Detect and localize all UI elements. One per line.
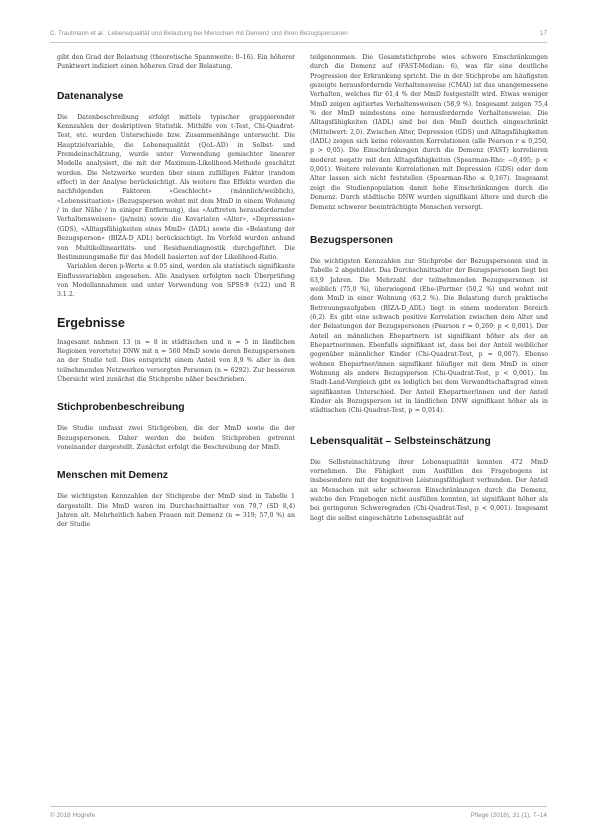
header-divider <box>50 42 547 43</box>
datenanalyse-paragraph: Variablen deren p-Werte ≤ 0.05 sind, werden als statistisch signifikante Einflussvariablen angesehen. Alle Analysen erfolgten nach Überprüfung von Modellannahmen und unter Verwendung von SPSS® (v22) und R 3.1.2. <box>57 263 295 299</box>
page-number: 17 <box>539 30 547 37</box>
right-column <box>310 53 548 523</box>
running-header <box>50 30 547 42</box>
running-title: C. Trautmann et al.: Lebensqualität und Belastung bei Menschen mit Demenz und ihren Bezugspersonen <box>50 30 348 37</box>
page-footer <box>50 812 547 822</box>
journal-citation: Pflege (2018), 31 (1), 7–14 <box>470 812 547 819</box>
heading-ergebnisse: Ergebnisse <box>57 315 125 330</box>
menschen-mit-demenz-paragraph: Die wichtigsten Kennzahlen der Stichprobe der MmD sind in Tabelle 1 dargestellt. Die MmD waren im Durchschnittsalter von 79,7 (SD 8,4) Jahren alt. Mehrheitlich haben Frauen mit Demenz (n = 319; 57,0 %) an der Studie <box>57 493 295 529</box>
stichprobenbeschreibung-paragraph: Die Studie umfasst zwei Stichproben, die der MmD sowie die der Bezugspersonen. Daher werden die beiden Stichproben getrennt voneinander dargestellt. Zunächst erfolgt die Beschreibung der MmD. <box>57 425 295 451</box>
left-column <box>57 53 295 530</box>
bezugspersonen-paragraph: Die wichtigsten Kennzahlen zur Stichprobe der Bezugspersonen sind in Tabelle 2 abgebildet. Das Durchschnittsalter der Bezugspersonen liegt bei 63,9 Jahren. Die Mehrzahl der teilnehmenden Bezugspersonen ist weiblich (75,0 %), überwiegend (Ehe-)Partner (50,2 %) und wohnt mit dem MmD in einer Wohnung (63,2 %). Die Belastung durch praktische Betreuungsaufgaben (BIZA-D_ADL) liegt in einem moderaten Bereich (6,2). Es gibt eine schwach positive Korrelation zwischen dem Alter und der Belastungen der Bezugspersonen (Pearson r = 0,269; p < 0,001). Der Anteil an männlichen Ehepartnern ist signifikant höher als der an Ehepartnerinnen. Ebenfalls signifikant ist, dass bei der Anteil weiblicher gegenüber männlicher Kinder (Chi-Quadrat-Test, p = 0,007). Ebenso wohnen Ehepartner/innen signifikant häufiger mit dem MmD in einer Wohnung als andere Bezugsperson (Chi-Quadrat-Test, p < 0,001). Im Stadt-Land-Vergleich gibt es lediglich bei dem Verwandtschaftsgrad einen signifikanten Unterschied. Der Anteil Ehepartner/innen und der Anteil Kinder als Bezugsperson ist in ländlichen DNW signifikant höher als in städtischen (Chi-Quadrat-Test, p = 0,014). <box>310 257 548 415</box>
heading-menschen-mit-demenz: Menschen mit Demenz <box>57 470 169 482</box>
ergebnisse-paragraph: Insgesamt nahmen 13 (n = 8 in städtischen und n = 5 in ländlichen Regionen verortete) DNW mit n = 560 MmD sowie deren Bezugspersonen an der Studie teil. Dies entspricht einem Anteil von 8,9 % aller in den teilnehmenden Netzwerken versorgten Personen (n = 6292). Zur besseren Übersicht wird zunächst die Stichprobe näher beschrieben. <box>57 338 295 383</box>
footer-divider <box>50 806 547 807</box>
datenanalyse-paragraph: Die Datenbeschreibung erfolgt mittels typischer gruppierender Kennzahlen der deskriptiven Statistik. Mithilfe von t-Test, Chi-Quadrat-Test, etc. wurden Unterschiede bzw. Zusammenhänge untersucht. Die Hauptzielvariable, die Lebensqualität (QoL-AD) in Selbst- und Fremdeinschätzung, wurde unter Verwendung gemischter linearer Modelle analysiert, die mit der Maximum-Likelihood-Methode geschätzt wurden. Die Netzwerke wurden über einen zufälligen Faktor (random effect) in der Analyse berücksichtigt. Als weitere fixe Effekte wurden die nachfolgenden Faktoren «Geschlecht» (männlich/weiblich), «Lebenssituation» (Bezugsperson wohnt mit dem MmD in einem Wohnung / in der Nähe / in einiger Entfernung), das «Auftreten herausfordernder Verhaltensweisen» (ja/nein) sowie die Kovariaten «Alter», «Depression» (GDS), «Alltagsfähigkeiten eines MmD» (IADL) sowie die «Belastung der Bezugsperson» (BIZA-D_ADL) berücksichtigt. Im Vorfeld wurden anhand von Multikollinearitäts- und Residuendiagnostik durchgeführt. Die Bestimmungsmaße für das Modell basierten auf der Likelihood-Ratio. <box>57 113 295 261</box>
copyright-notice: © 2018 Hogrefe <box>50 812 96 819</box>
heading-lebensqualitaet: Lebensqualität – Selbsteinschätzung <box>310 435 491 447</box>
intro-paragraph-left: gibt den Grad der Belastung (theoretische Spannweite: 0–16). Ein höherer Punktwert indiziert einen höheren Grad der Belastung. <box>57 54 295 71</box>
heading-bezugspersonen: Bezugspersonen <box>310 234 393 246</box>
heading-datenanalyse: Datenanalyse <box>57 90 124 102</box>
lebensqualitaet-paragraph: Die Selbsteinschätzung ihrer Lebensqualität konnten 472 MmD vornehmen. Die Fähigkeit zum Ausfüllen des Fragebogens ist insbesondere mit der kognitiven Leistungsfähigkeit verbunden. Der Anteil an Menschen mit sehr schweren Einschränkungen durch die Demenz, welche den Fragebogen nicht ausfüllen konnten, ist signifikant höher als bei geringeren Schweregraden (Chi-Quadrat-Test, p < 0,001). Insgesamt liegt die selbst eingeschätzte Lebensqualität auf <box>310 458 548 522</box>
intro-paragraph-right: teilgenommen. Die Gesamtstichprobe wies schwere Einschränkungen durch die Demenz auf (FAST-Median: 6), was für eine deutliche Progression der Erkrankung spricht. Die in der Stichprobe am häufigsten gezeigte herausfordernde Verhaltensweise (CMAI) ist das unangemessene Verhalten, welches für 61,4 % der MmD festgestellt wird. Etwas weniger MmD zeigen agitiertes Verhaltensweisen (58,9 %). Insgesamt zeigen 75,4 % der MmD mindestens eine herausfordernde Verhaltensweise. Die Alltagsfähigkeiten (IADL) sind bei den MmD deutlich eingeschränkt (Mittelwert: 2,0). Zwischen Alter, Depression (GDS) und Alltagsfähigkeiten (IADL) zeigen sich keine relevanten Korrelationen (alle Pearson r ≤ 0,250, p > 0,05). Die Einschränkungen durch die Demenz (FAST) korrelieren moderat negativ mit den Alltagsfähigkeiten (Spearman-Rho: −0,495; p < 0,001). Weitere relevante Korrelationen mit Depression (GDS) oder dem Alter lassen sich nicht feststellen (Spearman-Rho ≤ 0,167). Insgesamt zeigt die Studienpopulation damit hohe Einschränkungen durch die Demenz. Durch städtische DNW wurden signifikant ältere und durch die Demenz schwerer beeinträchtigte Menschen versorgt. <box>310 54 548 211</box>
heading-stichprobenbeschreibung: Stichprobenbeschreibung <box>57 402 185 414</box>
